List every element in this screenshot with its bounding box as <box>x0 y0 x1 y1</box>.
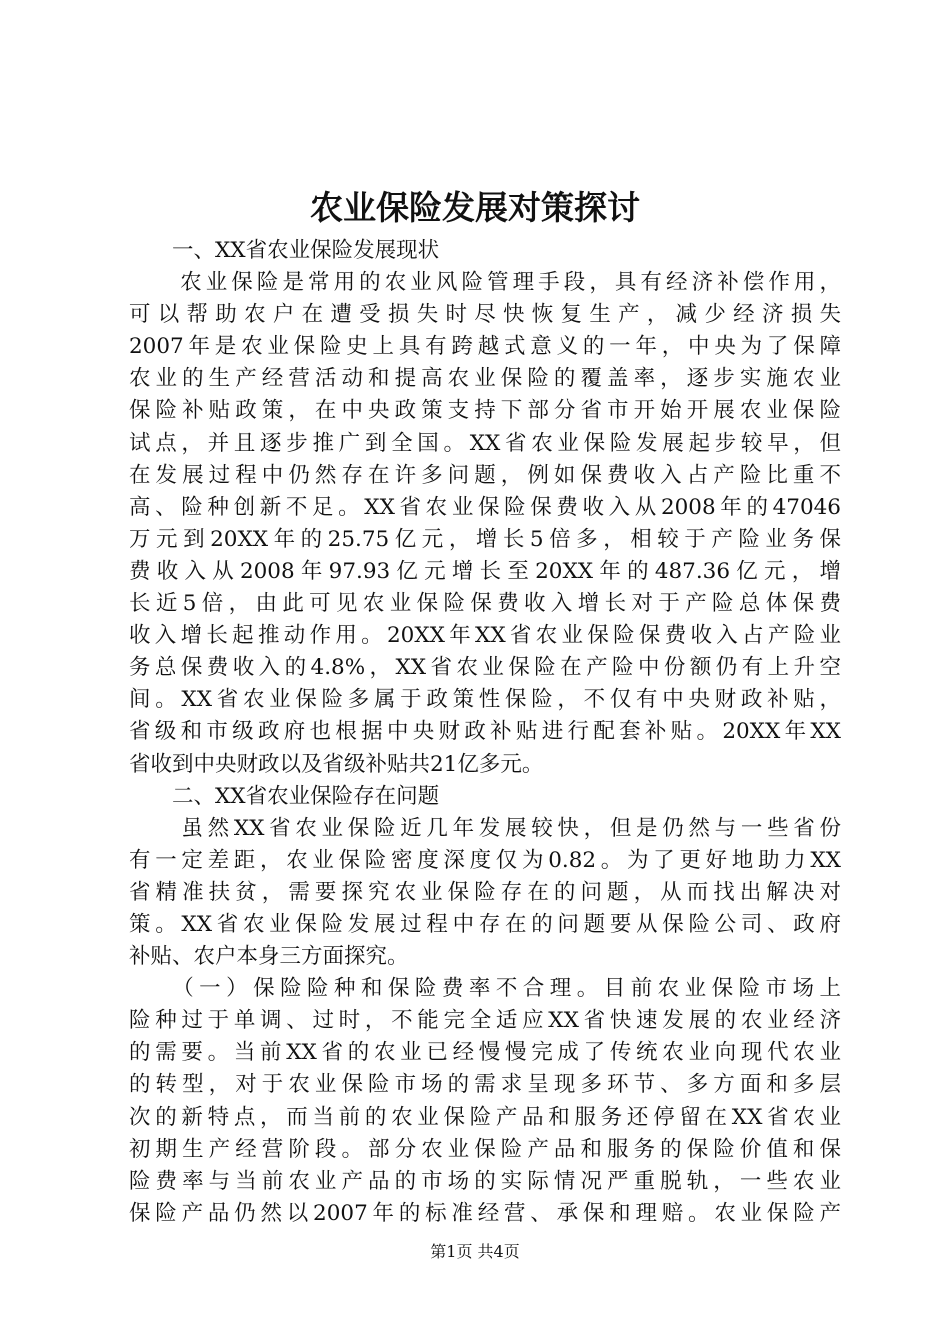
text-line: 省收到中央财政以及省级补贴共21亿多元。 <box>129 751 544 777</box>
document-title: 农业保险发展对策探讨 <box>310 188 640 227</box>
document-body <box>129 235 841 1230</box>
text-line: 高、险种创新不足。XX省农业保险保费收入从2008年的47046 <box>129 494 841 520</box>
text-line: 虽然XX省农业保险近几年发展较快，但是仍然与一些省份 <box>129 815 841 841</box>
text-line: 的需要。当前XX省的农业已经慢慢完成了传统农业向现代农业 <box>129 1040 841 1066</box>
page-indicator: 第1页 共4页 <box>430 1242 520 1261</box>
text-line: 有一定差距，农业保险密度深度仅为0.82。为了更好地助力XX <box>129 847 841 873</box>
text-line: 费收入从2008年97.93亿元增长至20XX年的487.36亿元，增 <box>129 558 841 584</box>
text-line: 万元到20XX年的25.75亿元，增长5倍多，相较于产险业务保 <box>129 526 841 552</box>
text-line: 的转型，对于农业保险市场的需求呈现多环节、多方面和多层 <box>129 1072 841 1098</box>
text-line: 险种过于单调、过时，不能完全适应XX省快速发展的农业经济 <box>129 1008 841 1034</box>
text-line: 一、XX省农业保险发展现状 <box>129 238 440 263</box>
text-line: 二、XX省农业保险存在问题 <box>129 783 440 809</box>
text-line: （一）保险险种和保险费率不合理。目前农业保险市场上 <box>129 976 841 1002</box>
text-line: 在发展过程中仍然存在许多问题，例如保费收入占产险比重不 <box>129 462 841 488</box>
text-line: 保险产品仍然以2007年的标准经营、承保和理赔。农业保险产 <box>129 1200 841 1226</box>
text-line: 次的新特点，而当前的农业保险产品和服务还停留在XX省农业 <box>129 1104 841 1130</box>
text-line: 可以帮助农户在遭受损失时尽快恢复生产，减少经济损失 <box>129 302 841 328</box>
text-line: 试点，并且逐步推广到全国。XX省农业保险发展起步较早，但 <box>129 430 841 456</box>
text-line: 长近5倍，由此可见农业保险保费收入增长对于产险总体保费 <box>129 591 841 617</box>
text-line: 省精准扶贫，需要探究农业保险存在的问题，从而找出解决对 <box>129 879 841 905</box>
text-line: 险费率与当前农业产品的市场的实际情况严重脱轨，一些农业 <box>129 1168 841 1194</box>
text-line: 务总保费收入的4.8%，XX省农业保险在产险中份额仍有上升空 <box>129 655 841 681</box>
text-line: 策。XX省农业保险发展过程中存在的问题要从保险公司、政府 <box>129 911 841 937</box>
text-line: 保险补贴政策，在中央政策支持下部分省市开始开展农业保险 <box>129 398 841 424</box>
text-line: 农业保险是常用的农业风险管理手段，具有经济补偿作用， <box>129 270 841 296</box>
text-line: 间。XX省农业保险多属于政策性保险，不仅有中央财政补贴， <box>129 687 841 713</box>
text-line: 2007年是农业保险史上具有跨越式意义的一年，中央为了保障 <box>129 334 841 360</box>
text-line: 农业的生产经营活动和提高农业保险的覆盖率，逐步实施农业 <box>129 366 841 392</box>
text-line: 补贴、农户本身三方面探究。 <box>129 944 409 970</box>
text-line: 收入增长起推动作用。20XX年XX省农业保险保费收入占产险业 <box>129 623 841 649</box>
text-line: 省级和市级政府也根据中央财政补贴进行配套补贴。20XX年XX <box>129 719 841 745</box>
text-line: 初期生产经营阶段。部分农业保险产品和服务的保险价值和保 <box>129 1136 841 1162</box>
